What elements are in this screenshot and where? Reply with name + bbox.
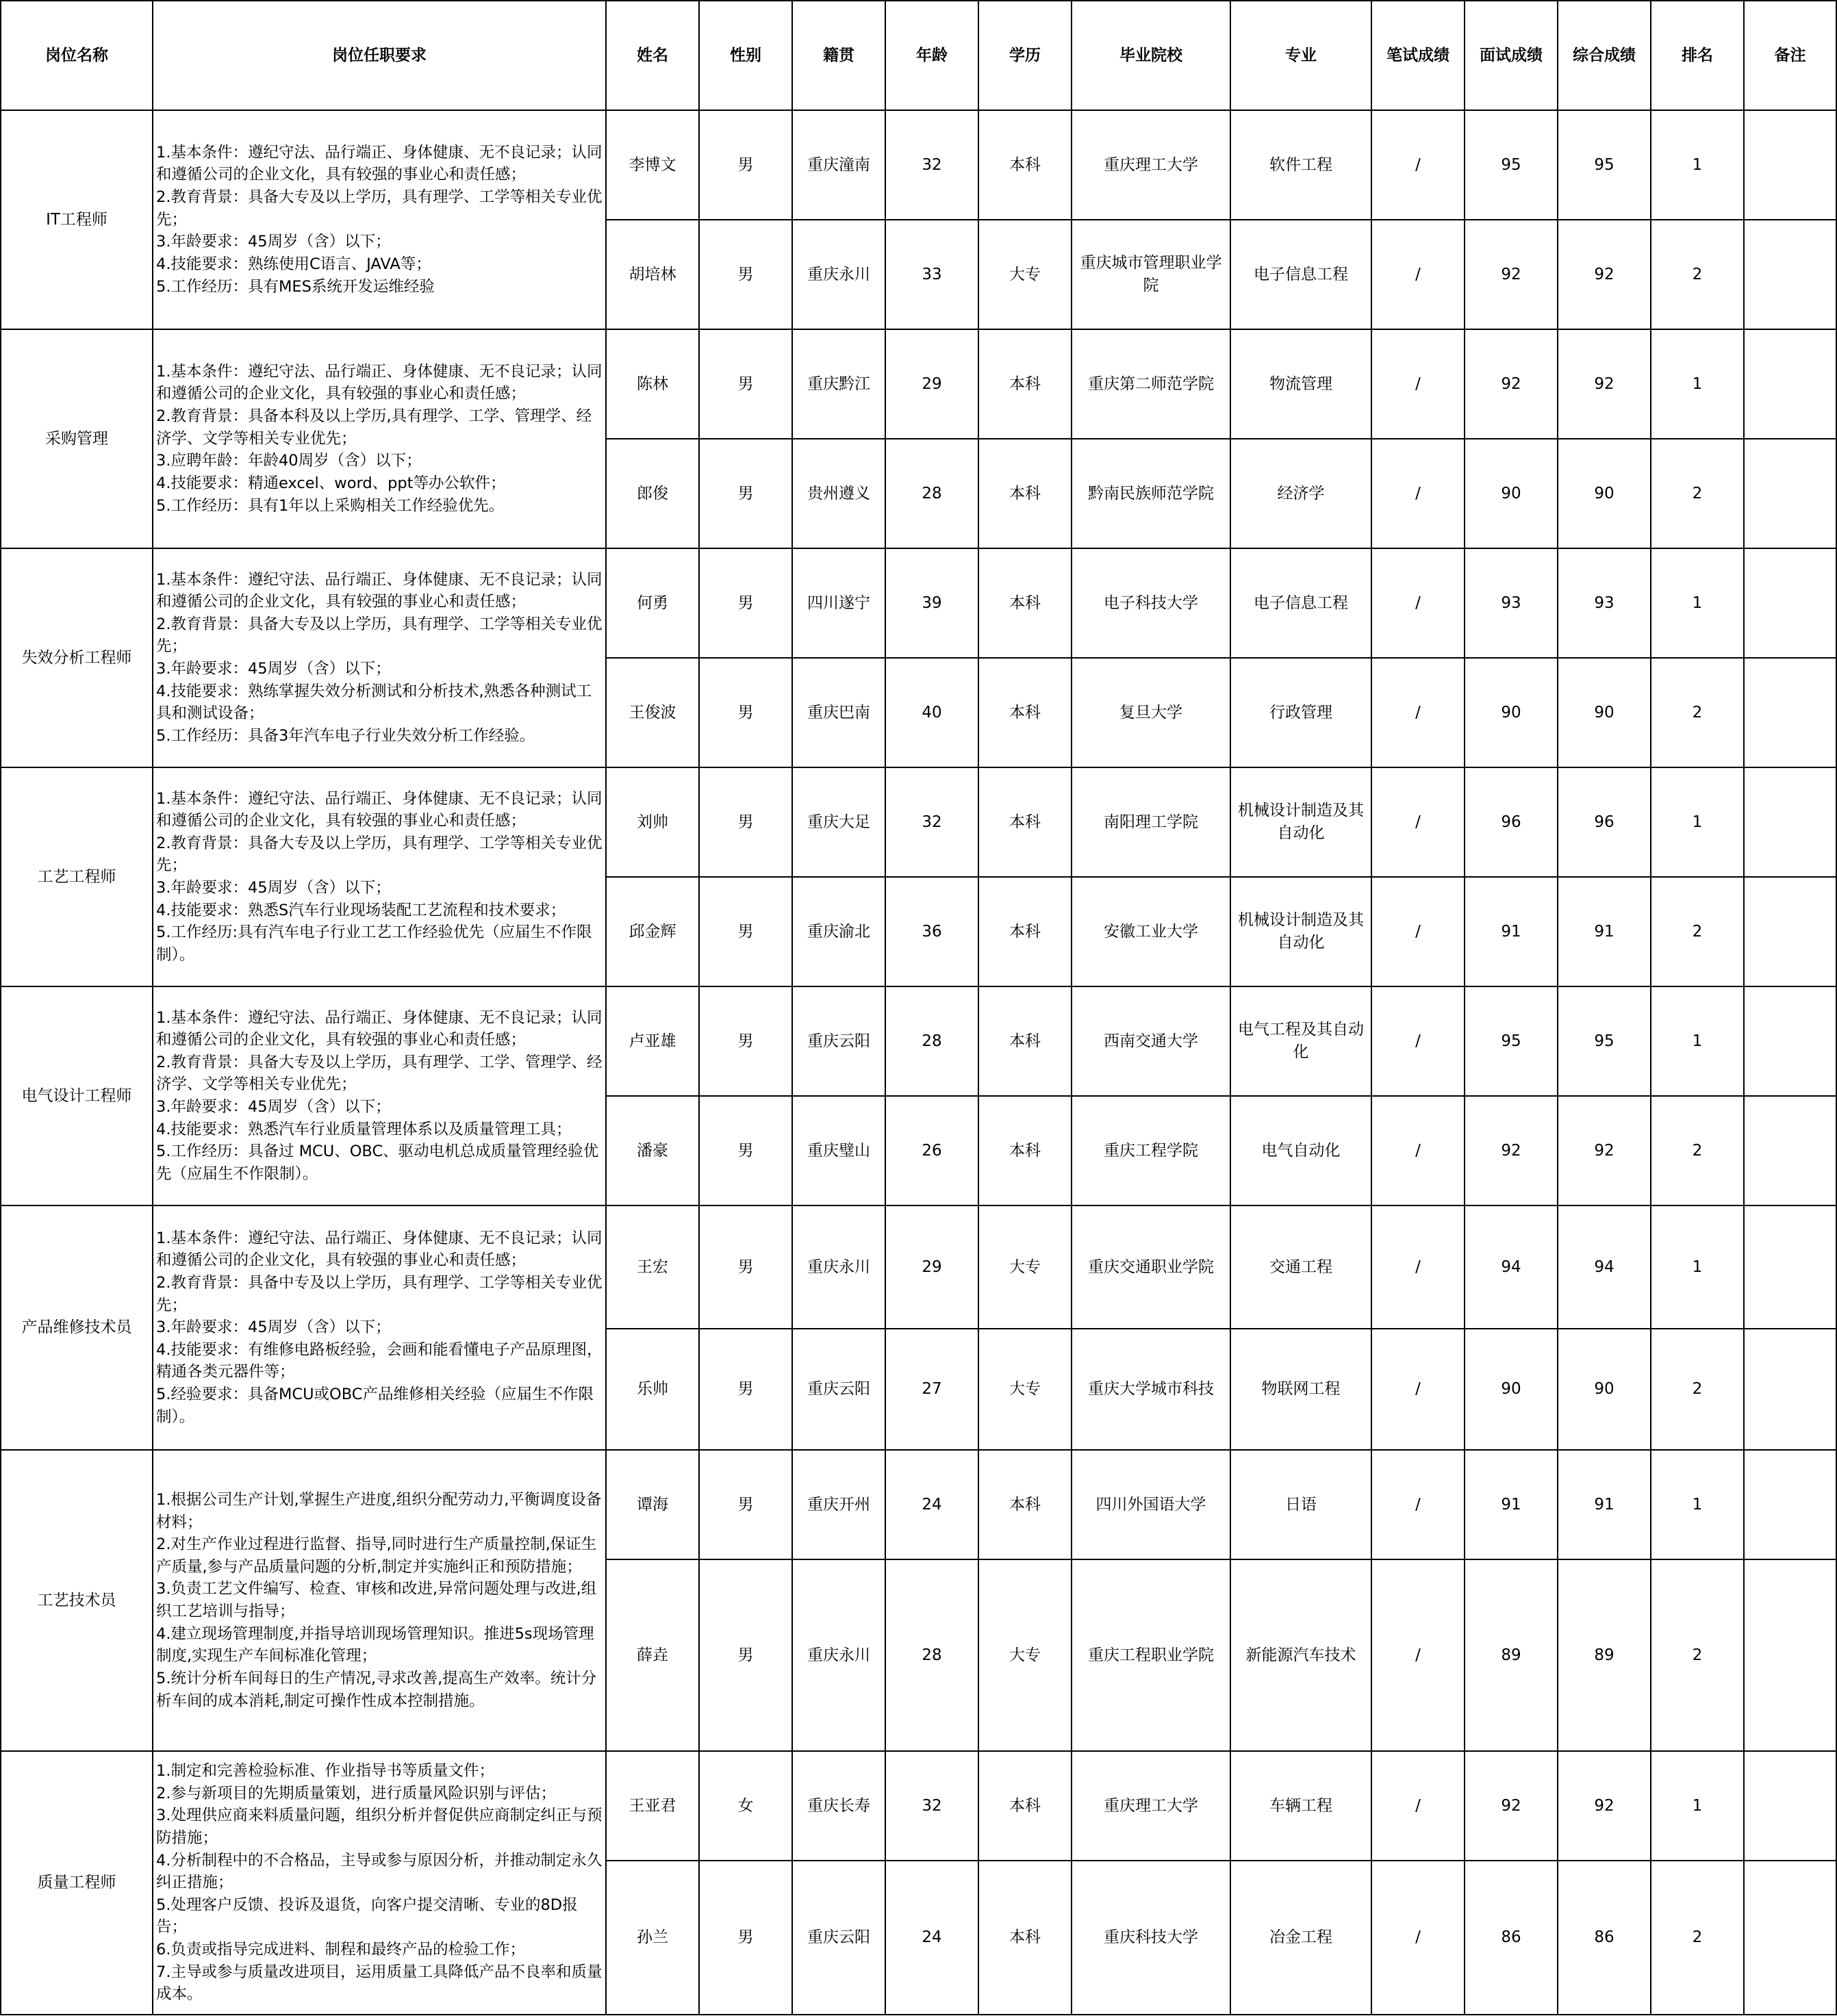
candidate-note bbox=[1744, 439, 1836, 548]
position-name: 工艺工程师 bbox=[1, 767, 153, 986]
candidate-education: 本科 bbox=[978, 1751, 1072, 1861]
candidate-written-score: / bbox=[1371, 110, 1465, 220]
candidate-education: 大专 bbox=[978, 220, 1072, 329]
candidate-education: 本科 bbox=[978, 986, 1072, 1096]
candidate-origin: 重庆云阳 bbox=[792, 1329, 885, 1450]
candidate-total-score: 94 bbox=[1558, 1205, 1651, 1329]
position-name: IT工程师 bbox=[1, 110, 153, 329]
candidate-major: 电气自动化 bbox=[1230, 1096, 1371, 1205]
candidate-age: 36 bbox=[885, 877, 978, 986]
candidate-rank: 2 bbox=[1651, 220, 1744, 329]
candidate-gender: 男 bbox=[699, 877, 792, 986]
candidate-rank: 1 bbox=[1651, 1751, 1744, 1861]
candidate-education: 本科 bbox=[978, 329, 1072, 439]
candidate-total-score: 86 bbox=[1558, 1861, 1651, 2015]
candidate-note bbox=[1744, 1450, 1836, 1559]
candidate-school: 黔南民族师范学院 bbox=[1072, 439, 1230, 548]
candidate-name: 胡培林 bbox=[606, 220, 699, 329]
candidate-name: 刘帅 bbox=[606, 767, 699, 877]
candidate-rank: 2 bbox=[1651, 1329, 1744, 1450]
candidate-rank: 2 bbox=[1651, 1559, 1744, 1751]
candidate-education: 大专 bbox=[978, 1205, 1072, 1329]
candidate-note bbox=[1744, 986, 1836, 1096]
candidate-major: 交通工程 bbox=[1230, 1205, 1371, 1329]
candidate-note bbox=[1744, 1751, 1836, 1861]
position-requirements: 1.制定和完善检验标准、作业指导书等质量文件； 2.参与新项目的先期质量策划，进行质量风险识别与评估； 3.处理供应商来料质量问题，组织分析并督促供应商制定纠正与预防措施； 4.分析制程中的不合格品，主导或参与原因分析，并推动制定永久纠正措施； 5.处理客户反馈、投诉及退货，向客户提交清晰、专业的8D报告； 6.负责或指导完成进料、制程和最终产品的检验工作； 7.主导或参与质量改进项目，运用质量工具降低产品不良率和质量成本。 bbox=[153, 1751, 606, 2015]
candidate-name: 何勇 bbox=[606, 548, 699, 658]
candidate-written-score: / bbox=[1371, 1329, 1465, 1450]
candidate-origin: 重庆巴南 bbox=[792, 658, 885, 767]
candidate-school: 重庆工程学院 bbox=[1072, 1096, 1230, 1205]
candidate-major: 机械设计制造及其自动化 bbox=[1230, 877, 1371, 986]
candidate-name: 卢亚雄 bbox=[606, 986, 699, 1096]
candidate-major: 冶金工程 bbox=[1230, 1861, 1371, 2015]
header-row bbox=[1, 1, 1836, 110]
candidate-age: 28 bbox=[885, 986, 978, 1096]
candidate-name: 邱金辉 bbox=[606, 877, 699, 986]
candidate-total-score: 90 bbox=[1558, 439, 1651, 548]
candidate-school: 重庆第二师范学院 bbox=[1072, 329, 1230, 439]
candidate-rank: 2 bbox=[1651, 658, 1744, 767]
candidate-total-score: 95 bbox=[1558, 110, 1651, 220]
candidate-age: 33 bbox=[885, 220, 978, 329]
candidate-interview-score: 91 bbox=[1465, 877, 1558, 986]
candidate-school: 重庆城市管理职业学院 bbox=[1072, 220, 1230, 329]
position-requirements: 1.基本条件：遵纪守法、品行端正、身体健康、无不良记录；认同和遵循公司的企业文化，具有较强的事业心和责任感； 2.教育背景：具备中专及以上学历，具有理学、工学等相关专业优先； 3.年龄要求：45周岁（含）以下； 4.技能要求：有维修电路板经验，会画和能看懂电子产品原理图，精通各类元器件等； 5.经验要求：具备MCU或OBC产品维修相关经验（应届生不作限制）。 bbox=[153, 1205, 606, 1450]
candidate-name: 王俊波 bbox=[606, 658, 699, 767]
candidate-rank: 1 bbox=[1651, 548, 1744, 658]
candidate-written-score: / bbox=[1371, 1751, 1465, 1861]
candidate-written-score: / bbox=[1371, 220, 1465, 329]
candidate-rank: 2 bbox=[1651, 1861, 1744, 2015]
candidate-interview-score: 92 bbox=[1465, 1096, 1558, 1205]
candidate-name: 陈林 bbox=[606, 329, 699, 439]
candidate-age: 40 bbox=[885, 658, 978, 767]
candidate-note bbox=[1744, 767, 1836, 877]
header-interview-score: 面试成绩 bbox=[1465, 1, 1558, 110]
candidate-rank: 1 bbox=[1651, 110, 1744, 220]
candidate-age: 28 bbox=[885, 1559, 978, 1751]
candidate-interview-score: 96 bbox=[1465, 767, 1558, 877]
candidate-age: 26 bbox=[885, 1096, 978, 1205]
candidate-rank: 1 bbox=[1651, 767, 1744, 877]
header-name: 姓名 bbox=[606, 1, 699, 110]
candidate-name: 乐帅 bbox=[606, 1329, 699, 1450]
candidate-written-score: / bbox=[1371, 1096, 1465, 1205]
candidate-interview-score: 91 bbox=[1465, 1450, 1558, 1559]
candidate-rank: 2 bbox=[1651, 1096, 1744, 1205]
header-written-score: 笔试成绩 bbox=[1371, 1, 1465, 110]
candidate-origin: 重庆璧山 bbox=[792, 1096, 885, 1205]
candidate-gender: 男 bbox=[699, 767, 792, 877]
candidate-education: 本科 bbox=[978, 767, 1072, 877]
candidate-gender: 男 bbox=[699, 986, 792, 1096]
header-age: 年龄 bbox=[885, 1, 978, 110]
candidate-name: 李博文 bbox=[606, 110, 699, 220]
candidate-major: 经济学 bbox=[1230, 439, 1371, 548]
header-school: 毕业院校 bbox=[1072, 1, 1230, 110]
candidate-total-score: 92 bbox=[1558, 329, 1651, 439]
candidate-written-score: / bbox=[1371, 658, 1465, 767]
candidate-origin: 重庆云阳 bbox=[792, 986, 885, 1096]
candidate-origin: 重庆开州 bbox=[792, 1450, 885, 1559]
candidate-name: 王宏 bbox=[606, 1205, 699, 1329]
candidate-origin: 四川遂宁 bbox=[792, 548, 885, 658]
position-requirements: 1.根据公司生产计划,掌握生产进度,组织分配劳动力,平衡调度设备材料； 2.对生产作业过程进行监督、指导,同时进行生产质量控制,保证生产质量,参与产品质量问题的分析,制定并实施纠正和预防措施； 3.负责工艺文件编写、检查、审核和改进,异常问题处理与改进,组织工艺培训与指导； 4.建立现场管理制度,并指导培训现场管理知识。推进5s现场管理制度,实现生产车间标准化管理； 5.统计分析车间每日的生产情况,寻求改善,提高生产效率。统计分析车间的成本消耗,制定可操作性成本控制措施。 bbox=[153, 1450, 606, 1751]
table-row bbox=[1, 1751, 1836, 1861]
candidate-age: 28 bbox=[885, 439, 978, 548]
position-requirements: 1.基本条件：遵纪守法、品行端正、身体健康、无不良记录；认同和遵循公司的企业文化，具有较强的事业心和责任感； 2.教育背景：具备大专及以上学历，具有理学、工学、管理学、经济学、文学等相关专业优先； 3.年龄要求：45周岁（含）以下； 4.技能要求：熟悉汽车行业质量管理体系以及质量管理工具； 5.工作经历：具备过 MCU、OBC、驱动电机总成质量管理经验优先（应届生不作限制）。 bbox=[153, 986, 606, 1205]
header-origin: 籍贯 bbox=[792, 1, 885, 110]
candidate-major: 电气工程及其自动化 bbox=[1230, 986, 1371, 1096]
candidate-gender: 男 bbox=[699, 439, 792, 548]
candidate-note bbox=[1744, 329, 1836, 439]
candidate-school: 重庆理工大学 bbox=[1072, 110, 1230, 220]
candidate-note bbox=[1744, 110, 1836, 220]
candidate-interview-score: 89 bbox=[1465, 1559, 1558, 1751]
candidate-education: 本科 bbox=[978, 658, 1072, 767]
candidate-interview-score: 92 bbox=[1465, 220, 1558, 329]
candidate-interview-score: 86 bbox=[1465, 1861, 1558, 2015]
candidate-note bbox=[1744, 1559, 1836, 1751]
candidate-education: 本科 bbox=[978, 548, 1072, 658]
table-row bbox=[1, 110, 1836, 220]
header-position: 岗位名称 bbox=[1, 1, 153, 110]
candidate-gender: 男 bbox=[699, 329, 792, 439]
candidate-education: 本科 bbox=[978, 1096, 1072, 1205]
candidate-written-score: / bbox=[1371, 767, 1465, 877]
candidate-major: 物流管理 bbox=[1230, 329, 1371, 439]
candidate-education: 本科 bbox=[978, 1861, 1072, 2015]
candidate-origin: 重庆云阳 bbox=[792, 1861, 885, 2015]
candidate-age: 32 bbox=[885, 1751, 978, 1861]
candidate-rank: 1 bbox=[1651, 1205, 1744, 1329]
candidate-interview-score: 90 bbox=[1465, 1329, 1558, 1450]
candidate-age: 24 bbox=[885, 1861, 978, 2015]
candidate-name: 郎俊 bbox=[606, 439, 699, 548]
candidate-gender: 男 bbox=[699, 658, 792, 767]
candidate-gender: 女 bbox=[699, 1751, 792, 1861]
candidate-age: 24 bbox=[885, 1450, 978, 1559]
candidate-total-score: 90 bbox=[1558, 1329, 1651, 1450]
candidate-total-score: 92 bbox=[1558, 1751, 1651, 1861]
candidate-name: 谭海 bbox=[606, 1450, 699, 1559]
candidate-total-score: 92 bbox=[1558, 220, 1651, 329]
candidate-origin: 重庆永川 bbox=[792, 220, 885, 329]
candidate-written-score: / bbox=[1371, 1559, 1465, 1751]
candidate-total-score: 91 bbox=[1558, 1450, 1651, 1559]
table-row bbox=[1, 1450, 1836, 1559]
candidate-school: 重庆工程职业学院 bbox=[1072, 1559, 1230, 1751]
candidate-origin: 重庆永川 bbox=[792, 1205, 885, 1329]
candidate-school: 电子科技大学 bbox=[1072, 548, 1230, 658]
candidate-total-score: 90 bbox=[1558, 658, 1651, 767]
candidate-major: 车辆工程 bbox=[1230, 1751, 1371, 1861]
position-name: 采购管理 bbox=[1, 329, 153, 548]
candidate-gender: 男 bbox=[699, 1096, 792, 1205]
candidate-school: 重庆科技大学 bbox=[1072, 1861, 1230, 2015]
candidate-major: 日语 bbox=[1230, 1450, 1371, 1559]
candidate-written-score: / bbox=[1371, 1450, 1465, 1559]
candidate-gender: 男 bbox=[699, 1450, 792, 1559]
candidate-school: 重庆大学城市科技 bbox=[1072, 1329, 1230, 1450]
candidate-education: 大专 bbox=[978, 1329, 1072, 1450]
candidate-note bbox=[1744, 658, 1836, 767]
candidate-gender: 男 bbox=[699, 1861, 792, 2015]
table-row bbox=[1, 329, 1836, 439]
candidate-origin: 重庆潼南 bbox=[792, 110, 885, 220]
header-requirements: 岗位任职要求 bbox=[153, 1, 606, 110]
candidate-total-score: 91 bbox=[1558, 877, 1651, 986]
candidate-school: 西南交通大学 bbox=[1072, 986, 1230, 1096]
candidate-age: 32 bbox=[885, 110, 978, 220]
candidate-school: 四川外国语大学 bbox=[1072, 1450, 1230, 1559]
header-rank: 排名 bbox=[1651, 1, 1744, 110]
candidate-interview-score: 93 bbox=[1465, 548, 1558, 658]
candidate-school: 南阳理工学院 bbox=[1072, 767, 1230, 877]
position-requirements: 1.基本条件：遵纪守法、品行端正、身体健康、无不良记录；认同和遵循公司的企业文化，具有较强的事业心和责任感； 2.教育背景：具备大专及以上学历，具有理学、工学等相关专业优先； 3.年龄要求：45周岁（含）以下； 4.技能要求：熟练使用C语言、JAVA等； 5.工作经历：具有MES系统开发运维经验 bbox=[153, 110, 606, 329]
table-row bbox=[1, 1205, 1836, 1329]
candidate-note bbox=[1744, 220, 1836, 329]
candidate-written-score: / bbox=[1371, 439, 1465, 548]
candidate-age: 29 bbox=[885, 329, 978, 439]
candidate-gender: 男 bbox=[699, 220, 792, 329]
position-requirements: 1.基本条件：遵纪守法、品行端正、身体健康、无不良记录；认同和遵循公司的企业文化，具有较强的事业心和责任感； 2.教育背景：具备本科及以上学历,具有理学、工学、管理学、经济学、文学等相关专业优先； 3.应聘年龄：年龄40周岁（含）以下； 4.技能要求：精通excel、word、ppt等办公软件； 5.工作经历：具有1年以上采购相关工作经验优先。 bbox=[153, 329, 606, 548]
candidate-note bbox=[1744, 1329, 1836, 1450]
candidate-origin: 重庆永川 bbox=[792, 1559, 885, 1751]
candidate-rank: 2 bbox=[1651, 439, 1744, 548]
candidate-total-score: 96 bbox=[1558, 767, 1651, 877]
candidate-total-score: 92 bbox=[1558, 1096, 1651, 1205]
candidate-note bbox=[1744, 1861, 1836, 2015]
candidate-school: 复旦大学 bbox=[1072, 658, 1230, 767]
candidate-rank: 1 bbox=[1651, 329, 1744, 439]
candidate-school: 安徽工业大学 bbox=[1072, 877, 1230, 986]
candidate-interview-score: 90 bbox=[1465, 439, 1558, 548]
candidate-education: 本科 bbox=[978, 877, 1072, 986]
candidate-rank: 1 bbox=[1651, 986, 1744, 1096]
candidate-rank: 1 bbox=[1651, 1450, 1744, 1559]
candidate-education: 大专 bbox=[978, 1559, 1072, 1751]
candidate-gender: 男 bbox=[699, 110, 792, 220]
candidate-name: 孙兰 bbox=[606, 1861, 699, 2015]
position-requirements: 1.基本条件：遵纪守法、品行端正、身体健康、无不良记录；认同和遵循公司的企业文化，具有较强的事业心和责任感； 2.教育背景：具备大专及以上学历，具有理学、工学等相关专业优先； 3.年龄要求：45周岁（含）以下； 4.技能要求：熟练掌握失效分析测试和分析技术,熟悉各种测试工具和测试设备； 5.工作经历：具备3年汽车电子行业失效分析工作经验。 bbox=[153, 548, 606, 767]
candidate-education: 本科 bbox=[978, 110, 1072, 220]
candidate-gender: 男 bbox=[699, 1329, 792, 1450]
candidate-written-score: / bbox=[1371, 986, 1465, 1096]
candidate-note bbox=[1744, 1205, 1836, 1329]
candidate-origin: 贵州遵义 bbox=[792, 439, 885, 548]
table-row bbox=[1, 986, 1836, 1096]
candidate-total-score: 89 bbox=[1558, 1559, 1651, 1751]
candidate-written-score: / bbox=[1371, 548, 1465, 658]
candidate-major: 行政管理 bbox=[1230, 658, 1371, 767]
candidate-interview-score: 94 bbox=[1465, 1205, 1558, 1329]
candidate-origin: 重庆长寿 bbox=[792, 1751, 885, 1861]
candidate-age: 27 bbox=[885, 1329, 978, 1450]
candidate-major: 电子信息工程 bbox=[1230, 220, 1371, 329]
candidate-school: 重庆交通职业学院 bbox=[1072, 1205, 1230, 1329]
position-requirements: 1.基本条件：遵纪守法、品行端正、身体健康、无不良记录；认同和遵循公司的企业文化，具有较强的事业心和责任感； 2.教育背景：具备大专及以上学历，具有理学、工学等相关专业优先； 3.年龄要求：45周岁（含）以下； 4.技能要求：熟悉S汽车行业现场装配工艺流程和技术要求； 5.工作经历:具有汽车电子行业工艺工作经验优先（应届生不作限制）。 bbox=[153, 767, 606, 986]
position-name: 产品维修技术员 bbox=[1, 1205, 153, 1450]
candidate-school: 重庆理工大学 bbox=[1072, 1751, 1230, 1861]
header-total-score: 综合成绩 bbox=[1558, 1, 1651, 110]
candidate-total-score: 95 bbox=[1558, 986, 1651, 1096]
candidate-major: 电子信息工程 bbox=[1230, 548, 1371, 658]
candidate-interview-score: 95 bbox=[1465, 110, 1558, 220]
candidate-origin: 重庆黔江 bbox=[792, 329, 885, 439]
candidate-gender: 男 bbox=[699, 1559, 792, 1751]
position-name: 电气设计工程师 bbox=[1, 986, 153, 1205]
candidate-education: 本科 bbox=[978, 1450, 1072, 1559]
candidate-note bbox=[1744, 548, 1836, 658]
candidate-major: 软件工程 bbox=[1230, 110, 1371, 220]
candidate-written-score: / bbox=[1371, 877, 1465, 986]
candidate-gender: 男 bbox=[699, 548, 792, 658]
candidate-total-score: 93 bbox=[1558, 548, 1651, 658]
table-row bbox=[1, 548, 1836, 658]
candidate-interview-score: 90 bbox=[1465, 658, 1558, 767]
header-major: 专业 bbox=[1230, 1, 1371, 110]
candidate-name: 薛垚 bbox=[606, 1559, 699, 1751]
candidate-name: 王亚君 bbox=[606, 1751, 699, 1861]
candidate-origin: 重庆大足 bbox=[792, 767, 885, 877]
candidate-rank: 2 bbox=[1651, 877, 1744, 986]
header-education: 学历 bbox=[978, 1, 1072, 110]
candidate-education: 本科 bbox=[978, 439, 1072, 548]
candidate-interview-score: 95 bbox=[1465, 986, 1558, 1096]
candidate-origin: 重庆渝北 bbox=[792, 877, 885, 986]
header-gender: 性别 bbox=[699, 1, 792, 110]
candidate-gender: 男 bbox=[699, 1205, 792, 1329]
candidate-major: 机械设计制造及其自动化 bbox=[1230, 767, 1371, 877]
candidate-written-score: / bbox=[1371, 1205, 1465, 1329]
candidate-age: 29 bbox=[885, 1205, 978, 1329]
candidate-note bbox=[1744, 877, 1836, 986]
candidate-written-score: / bbox=[1371, 329, 1465, 439]
candidate-note bbox=[1744, 1096, 1836, 1205]
table-row bbox=[1, 767, 1836, 877]
position-name: 工艺技术员 bbox=[1, 1450, 153, 1751]
header-note: 备注 bbox=[1744, 1, 1836, 110]
candidate-written-score: / bbox=[1371, 1861, 1465, 2015]
position-name: 失效分析工程师 bbox=[1, 548, 153, 767]
position-name: 质量工程师 bbox=[1, 1751, 153, 2015]
candidate-major: 物联网工程 bbox=[1230, 1329, 1371, 1450]
candidate-age: 39 bbox=[885, 548, 978, 658]
candidate-major: 新能源汽车技术 bbox=[1230, 1559, 1371, 1751]
candidate-name: 潘豪 bbox=[606, 1096, 699, 1205]
candidate-age: 32 bbox=[885, 767, 978, 877]
candidate-interview-score: 92 bbox=[1465, 1751, 1558, 1861]
candidate-interview-score: 92 bbox=[1465, 329, 1558, 439]
